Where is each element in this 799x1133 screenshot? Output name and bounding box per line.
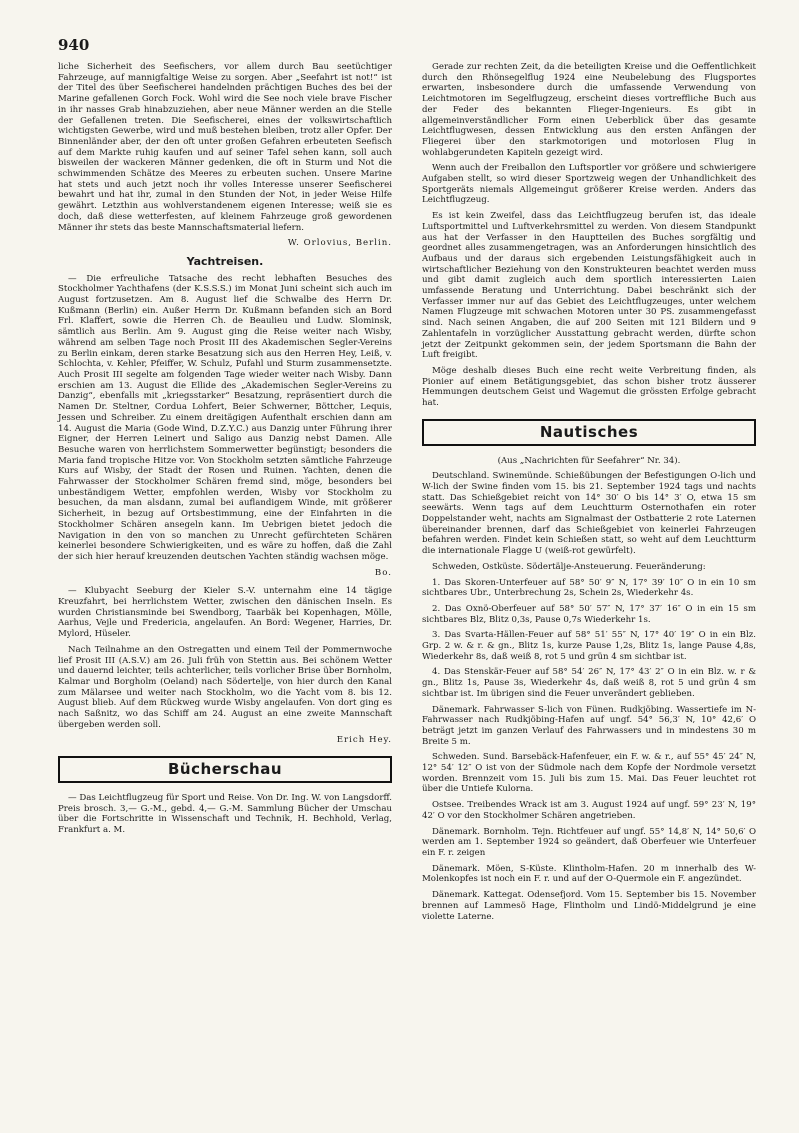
left-column [58, 62, 392, 841]
book-review-intro: — Das Leichtflugzeug für Sport und Reise. Von Dr. Ing. W. von Langsdorff. Preis brosch. 3,— G.-M., gebd. 4,— G.-M. Sammlung Bücher der Umschau über die Fortschritte in Wissenschaft und Technik, H. Bechhold, Verlag, Frankfurt a. M. [58, 792, 392, 835]
nautical-notice-skoren: 1. Das Skoren-Unterfeuer auf 58° 50′ 9″ N, 17° 39′ 10″ O in ein 10 sm sichtbares Ubr., Unterbrechung 2s, Schein 2s, Wiederkehr 4s. [422, 577, 756, 599]
nautical-notice-oxnoe: 2. Das Oxnö-Oberfeuer auf 58° 50′ 57″ N, 17° 37′ 16″ O in ein 15 sm sichtbares Blz, Blitz 0,3s, Pause 0,7s Wiederkehr 1s. [422, 603, 756, 625]
book-review-paragraph-1: Gerade zur rechten Zeit, da die beteiligten Kreise und die Oeffentlichkeit durch den Rhönsegelflug 1924 eine Neubelebung des Flugsportes erwarten, insbesondere durch die umfassende Verwendung von Leichtmotoren im Segelflugzeug, erscheint dieses vortreffliche Buch aus der Feder des bekannten Flieger-Ingenieurs. Es gibt in allgemeinverständlicher Form einen Ueberblick über das gesamte Leichtflugwesen, dessen Entwicklung aus den ersten Anfängen der Fliegerei über den starkmotorigen und motorlosen Flug in wohlabgerundeten Kapiteln gezeigt wird. [422, 62, 756, 158]
nautical-notice-wreck: Ostsee. Treibendes Wrack ist am 3. August 1924 auf ungf. 59° 23′ N, 19° 42′ O vor den Stockholmer Schären angetrieben. [422, 800, 756, 821]
nautical-source: (Aus „Nachrichten für Seefahrer“ Nr. 34). [497, 455, 681, 466]
book-review-paragraph-2: Wenn auch der Freiballon den Luftsportler vor größere und schwierigere Aufgaben stellt, so wird dieser Sportzweig wegen der Unhandlichkeit des Sportgeräts niemals Allgemeingut größerer Kreise werden. Anders das Leichtflugzeug. [422, 163, 756, 206]
author-signature-bo: Bo. [374, 567, 392, 578]
yacht-paragraph-prosit: Nach Teilnahme an den Ostregatten und einem Teil der Pommernwoche lief Prosit III (A.S.V.) am 26. Juli früh von Stettin aus. Bei schönem Wetter und dauernd leichter, teils achterlicher, teils vorlicher Brise über Bornholm, Kalmar und Borgholm (Oeland) nach Södertelje, von hier durch den Kanal zum Mälarsee und weiter nach Stockholm, wo die Yacht vom 8. bis 12. August blieb. Auf dem Rückweg wurde Wisby angelaufen. Von dort ging es nach Saßnitz, wo das Schiff am 24. August an eine zweite Mannschaft übergeben werden soll. [58, 644, 392, 730]
section-title-buecherschau: Bücherschau [58, 756, 392, 783]
section-title-nautisches: Nautisches [422, 419, 756, 446]
book-review-paragraph-3: Es ist kein Zweifel, dass das Leichtflugzeug berufen ist, das ideale Luftsportmittel und Luftverkehrsmittel zu werden. Von diesem Standpunkt aus hat der Verfasser in den Hauptteilen des Buches sorgfältig und geordnet alles zusammengetragen, was an Anforderungen hinsichtlich des Aufbaus und der daraus sich ergebenden Leistungsfähigkeit auch in wirtschaftlicher Beziehung von den Konstrukteuren beachtet werden muss und gibt damit zugleich auch dem sportlich interessierten Laien umfassende Beratung und Unterrichtung. Dabei beschränkt sich der Verfasser immer nur auf das Gebiet des Leichtflugzeuges, unter welchem Namen Flugzeuge mit schwachen Motoren unter 30 PS. zusammengefasst sind. Nach seinen Angaben, die auf 200 Seiten mit 121 Bildern und 9 Zahlentafeln in vorzüglicher Ausstattung gebracht werden, dürfte schon jetzt der Zeitpunkt gekommen sein, der jedem Sportsmann die Bahn der Luft freigibt. [422, 211, 756, 361]
author-signature-hey: Erich Hey. [336, 735, 392, 746]
nautical-notice-stenskaer: 4. Das Stenskär-Feuer auf 58° 54′ 26″ N, 17° 43′ 2″ O in ein Blz. w. r & gn., Blitz 1s, Pause 3s, Wiederkehr 4s, daß weiß 8, rot 5 und grün 4 sm sichtbar ist. Im übrigen sind die Feuer unverändert geblieben. [422, 667, 756, 699]
nautical-notice-bornholm: Dänemark. Bornholm. Tejn. Richtfeuer auf ungf. 55° 14,8′ N, 14° 50,6′ O werden am 1. September 1924 so geändert, daß Oberfeuer wie Unterfeuer ein F. r. zeigen [422, 826, 756, 858]
fishing-paragraph: liche Sicherheit des Seefischers, vor allem durch Bau seetüchtiger Fahrzeuge, auf mannigfaltige Weise zu sorgen. Aber „Seefahrt ist not!“ ist der Titel des über Seefischerei handelnden prächtigen Buches des bei der Marine gefallenen Gorch Fock. Wohl wird die See noch viele brave Fischer in ihr nasses Grab hinabzuziehen, aber neue Männer werden an die Stelle der Gefallenen treten. Die Seefischerei, eines der volkswirtschaftlich wichtigsten Gewerbe, wird und muß bestehen bleiben, trotz aller Opfer. Der Binnenländer aber, der den oft unter großen Gefahren erbeuteten Seefisch auf dem Markte ruhig kaufen und auf seiner Tafel sehen kann, soll auch bisweilen der wackeren Männer gedenken, die oft in Sturm und Not die schwimmenden Schätze des Meeres zu erbeuten suchen. Unsere Marine hat stets und auch jetzt noch ihr volles Interesse unserer Seefischerei bewahrt und hat ihr, zumal in den Stunden der Not, in jeder Weise Hilfe gewährt. Letzthin aus wohlverstandenem eigenen Interesse; weiß sie es doch, daß diese wetterfesten, auf kleinem Fahrzeuge groß gewordenen Männer ihr stets das beste Mannschaftsmaterial liefern. [58, 62, 392, 233]
nautical-notice-rudkjoebing: Dänemark. Fahrwasser S-lich von Fünen. Rudkjöbing. Wassertiefe im N-Fahrwasser nach Rudkjöbing-Hafen auf ungf. 54° 56,3′ N, 10° 42,6′ O beträgt jetzt im ganzen Verlauf des Fahrwassers und in mindestens 30 m Breite 5 m. [422, 704, 756, 747]
nautical-notice-swinemuende: Deutschland. Swinemünde. Schießübungen der Befestigungen O-lich und W-lich der Swine finden vom 15. bis 21. September 1924 tags und nachts statt. Das Schießgebiet reicht von 14° 30′ O bis 14° 3′ O, etwa 15 sm seewärts. Wenn tags auf dem Leuchtturm Osternothafen ein roter Doppelstander weht, nachts am Signalmast der Ostbatterie 2 rote Laternen übereinander brennen, darf das Schießgebiet von keinerlei Fahrzeugen befahren werden. Findet kein Schießen statt, so weht auf dem Leuchtturm die internationale Flagge U (weiß-rot gewürfelt). [422, 471, 756, 557]
book-review-paragraph-4: Möge deshalb dieses Buch eine recht weite Verbreitung finden, als Pionier auf einem Betätigungsgebiet, das schon bisher trotz äusserer Hemmungen deutschem Geist und Wagemut die grössten Erfolge gebracht hat. [422, 365, 756, 409]
nautical-notice-barsebaeck: Schweden. Sund. Barsebäck-Hafenfeuer, ein F. w. & r., auf 55° 45′ 24″ N, 12° 54′ 12″ O ist von der Südmole nach dem Kopfe der Nordmole versetzt worden. Brennzeit vom 15. Juli bis zum 15. Mai. Das Feuer leuchtet rot über die Untiefe Kulorna. [422, 752, 756, 795]
nautical-notice-svarta-haellen: 3. Das Svarta-Hällen-Feuer auf 58° 51′ 55″ N, 17° 40′ 19″ O in ein Blz. Grp. 2 w. & r. & gn., Blitz 1s, kurze Pause 1,2s, Blitz 1s, lange Pause 4,8s, Wiederkehr 8s, daß weiß 8, rot 5 und grün 4 sm sichtbar ist. [422, 630, 756, 662]
page-number: 940 [58, 36, 90, 54]
nautical-notice-moen: Dänemark. Möen, S-Küste. Klintholm-Hafen. 20 m innerhalb des W-Molenkopfes ist noch ein F. r. und auf der O-Quermole ein F. angezündet. [422, 863, 756, 885]
yacht-paragraph-seeburg: — Klubyacht Seeburg der Kieler S.-V. unternahm eine 14 tägige Kreuzfahrt, bei herrlichstem Wetter, zwischen den dänischen Inseln. Es wurden Christiansminde bei Swendborg, Taarbäk bei Kopenhagen, Mölle, Aarhus, Vejle und Fredericia, angelaufen. An Bord: Wegener, Harries, Dr. Mylord, Hüseler. [58, 586, 392, 640]
nautical-notice-kattegat: Dänemark. Kattegat. Odensefjord. Vom 15. September bis 15. November brennen auf Lammesö Hage, Flintholm und Lindö-Middelgrund je eine violette Laterne. [422, 890, 756, 922]
author-signature-orlovius: W. Orlovius, Berlin. [287, 238, 392, 249]
right-column [422, 62, 756, 927]
yacht-paragraph-stockholm: — Die erfreuliche Tatsache des recht lebhaften Besuches des Stockholmer Yachthafens (der K.S.S.S.) im Monat Juni scheint sich auch im August fortzusetzen. Am 8. August lief die Schwalbe des Herrn Dr. Kußmann (Berlin) ein. Außer Herrn Dr. Kußmann befanden sich an Bord Frl. Klaffert, sowie die Herren Ch. de Beaulieu und Ludw. Slominsk, sämtlich aus Berlin. Am 9. August ging die Reise weiter nach Wisby, während am selben Tage noch Prosit III des Akademischen Segler-Vereins zu Berlin einkam, deren starke Besatzung sich aus den Herren Hey, Leiß, v. Schlochta, v. Kehler, Pfeiffer, W. Schulz, Pufahl und Sturm zusammensetzte. Auch Prosit III segelte am folgenden Tage wieder weiter nach Wisby. Dann erschien am 13. August die Ellide des „Akademischen Segler-Vereins zu Danzig“, ebenfalls mit „kriegsstarker“ Besatzung, repräsentiert durch die Namen Dr. Steltner, Cordua Lohfert, Beier Schwerner, Böttcher, Lequis, Jessen und Schreiber. Zu einem dreitägigen Aufenthalt erschien dann am 14. August die Maria (Gode Wind, D.Z.Y.C.) aus Danzig unter Führung ihrer Eigner, der Herren Leinert und Saligo aus Danzig nebst Damen. Alle Besuche waren von herrlichstem Sommerwetter begünstigt; besonders die Maria fand tropische Hitze vor. Von Stockholm setzten sämtliche Fahrzeuge Kurs auf Wisby, der Stadt der Rosen und Ruinen. Yachten, denen die Fahrwasser der Stockholmer Schären fremd sind, möge, besonders bei unbeständigem Wetter, empfohlen werden, Wisby vor Stockholm zu besuchen, da man alsdann, zumal bei auflandigem Winde, mit größerer Sicherheit, in bezug auf Ortsbestimmung, eine der Einfahrten in die Stockholmer Schären ansegeln kann. Im Uebrigen bietet jedoch die Navigation in den von so manchen zu Unrecht gefürchteten Schären keinerlei besondere Schwierigkeiten, und es wäre zu hoffen, daß die Zahl der sich hier herauf kreuzenden deutschen Yachten ständig wachsen möge. [58, 273, 392, 562]
section-title-yachtreisen: Yachtreisen. [186, 254, 264, 268]
nautical-notice-soedertaelje: Schweden, Ostküste. Södertälje-Ansteuerung. Feueränderung: [432, 561, 706, 572]
